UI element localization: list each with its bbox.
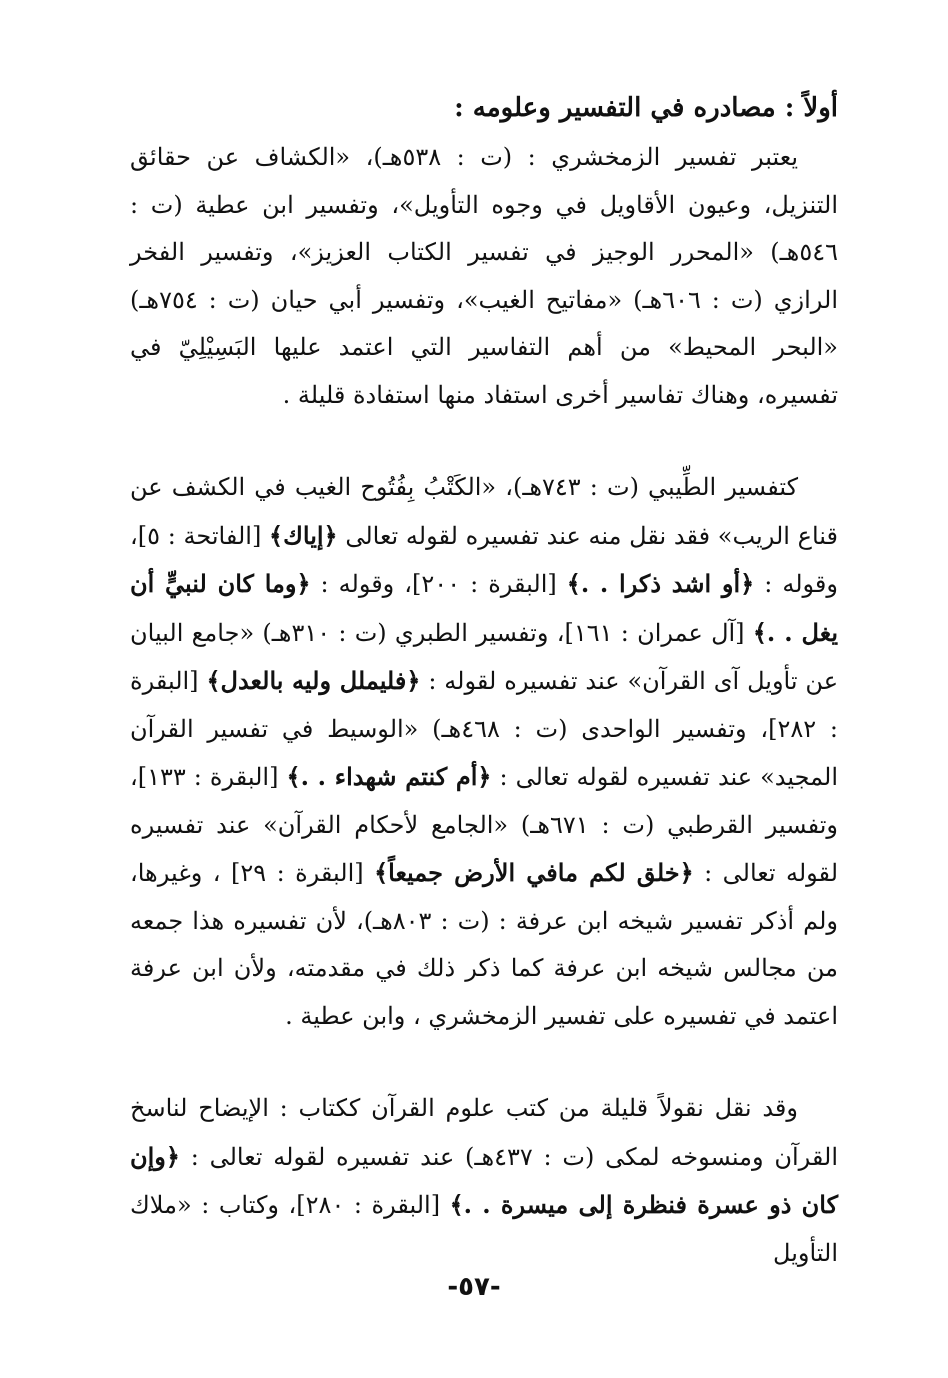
- paragraph-text: يعتبر تفسير الزمخشري : (ت : ٥٣٨هـ)، «الكشاف عن حقائق التنزيل، وعيون الأقاويل في وجوه التأويل»، وتفسير ابن عطية (ت : ٥٤٦هـ) «المحرر الوجيز في تفسير الكتاب العزيز»، وتفسير الفخر الرازي (ت : ٦٠٦هـ) «مفاتيح الغيب»، وتفسير أبي حيان (ت : ٧٥٤هـ) «البحر المحيط» من أهم التفاسير التي اعتمد عليها البَسِيْلِيّ في تفسيره، وهناك تفاسير أخرى استفاد منها استفادة قليلة .: [130, 143, 838, 409]
- paragraph-text: [البقرة : ١٣٣]، وتفسير القرطبي (ت : ٦٧١هـ) «الجامع لأحكام القرآن» عند تفسيره لقوله تعالى :: [130, 763, 839, 887]
- quran-verse: ﴿أم كنتم شهداء . .﴾: [286, 762, 492, 791]
- page-number: -٥٧-: [447, 1272, 501, 1302]
- paragraph-text: [البقرة : ٢٩] ، وغيرها، ولم أذكر تفسير شيخه ابن عرفة : (ت : ٨٠٣هـ)، لأن تفسيره هذا جمعه من مجالس شيخه ابن عرفة كما ذكر ذلك في مقدمته، ولأن ابن عرفة اعتمد في تفسيره على تفسير الزمخشري ، وابن عطية .: [130, 859, 838, 1030]
- paragraph-sources: [130, 134, 838, 419]
- quran-verse: ﴿أو اشد ذكرا . .﴾: [566, 569, 755, 598]
- page-body: [130, 88, 838, 1277]
- paragraph-text: [الفاتحة : ٥]، وقوله :: [130, 521, 838, 598]
- paragraph-text: وقد نقل نقولاً قليلة من كتب علوم القرآن ككتاب : الإيضاح لناسخ القرآن ومنسوخه لمكى (ت : ٤٣٧هـ) عند تفسيره لقوله تعالى :: [130, 1094, 838, 1171]
- paragraph-ulum-quran: [130, 1085, 838, 1277]
- quran-verse: ﴿وما كان لنبيٍّ أن يغل . .﴾: [130, 569, 838, 647]
- paragraph-text: [البقرة : ٢٨٠]، وكتاب : «ملاك التأويل: [130, 1191, 838, 1267]
- paragraph-text: [البقرة : ٢٨٢]، وتفسير الواحدى (ت : ٤٦٨هـ) «الوسيط في تفسير القرآن المجيد» عند تفسيره لقوله تعالى :: [130, 667, 839, 791]
- paragraph-text: [البقرة : ٢٠٠]، وقوله :: [310, 570, 567, 598]
- section-heading: أولاً : مصادره في التفسير وعلومه :: [454, 93, 838, 123]
- quran-verse: ﴿وإن كان ذو عسرة فنظرة إلى ميسرة . .﴾: [130, 1141, 839, 1219]
- paragraph-text: [آل عمران : ١٦١]، وتفسير الطبري (ت : ٣١٠هـ) «جامع البيان عن تأويل آى القرآن» عند تفسيره لقوله :: [130, 618, 839, 695]
- quran-verse: ﴿فليملل وليه بالعدل﴾: [206, 666, 421, 695]
- quran-verse: ﴿خلق لكم مافي الأرض جميعاً﴾: [374, 858, 694, 887]
- paragraph-text: كتفسير الطِّيبي (ت : ٧٤٣هـ)، «الكَتْبُ بِفُتُوح الغيب في الكشف عن قناع الريب» فقد نقل منه عند تفسيره لقوله تعالى: [130, 473, 839, 550]
- quran-verse: ﴿إياك﴾: [269, 520, 338, 550]
- paragraph-other-tafasir: [130, 464, 838, 1040]
